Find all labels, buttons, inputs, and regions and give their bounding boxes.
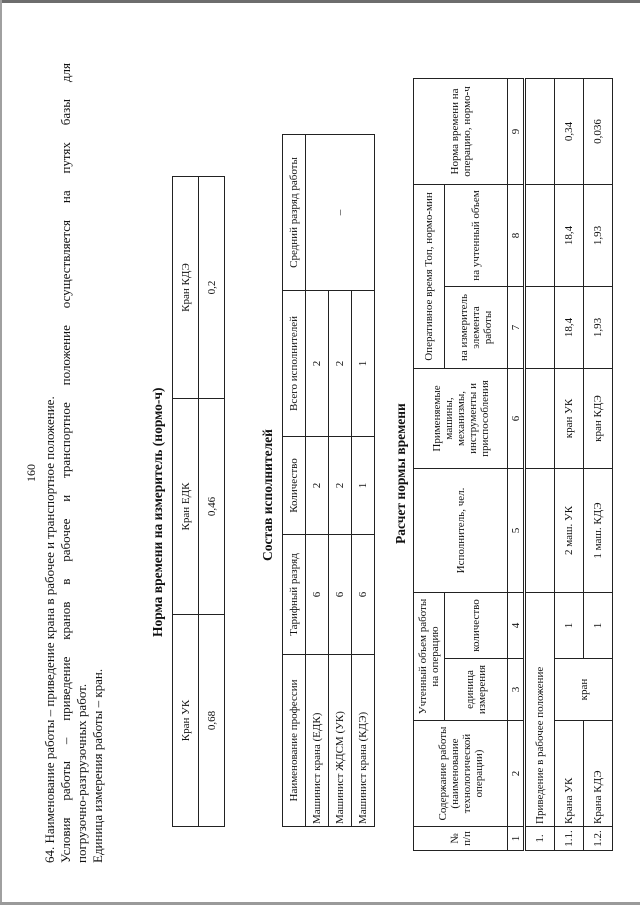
work-conditions-line: Условия работы – приведение кранов в рабочее и транспортное положение осуществляется на путях базы для — [58, 63, 73, 863]
scan-edge-left — [0, 0, 2, 905]
calc-row-norm: 0,34 — [555, 78, 584, 184]
calc-row-content: Крана УК — [555, 721, 584, 827]
staff-header-avg-grade: Средний разряд работы — [283, 135, 306, 291]
staff-profession: Машинист ЖДСМ (УК) — [329, 655, 352, 827]
calc-row-machine: кран КДЭ — [584, 368, 613, 468]
calc-row-per-unit: 1,93 — [584, 286, 613, 368]
calc-section-row — [525, 78, 555, 850]
calc-column-number: 8 — [508, 184, 525, 286]
staff-count: 2 — [329, 437, 352, 535]
calc-row-per-unit: 18,4 — [555, 286, 584, 368]
staff-table — [282, 134, 375, 827]
calc-row-unit: кран — [555, 659, 613, 721]
staff-total: 2 — [329, 291, 352, 437]
norm-value-edk: 0,46 — [199, 399, 225, 615]
calc-header-machines: Применяемые машины, механизмы, инструменты и приспособления — [414, 368, 508, 468]
staff-total: 2 — [306, 291, 329, 437]
scan-edge-top — [0, 0, 640, 3]
staff-profession: Машинист крана (ЕДК) — [306, 655, 329, 827]
rotated-document-page — [20, 27, 620, 877]
calc-row-norm: 0,036 — [584, 78, 613, 184]
work-unit-line: Единица измерения работы – кран. — [90, 668, 105, 863]
norm-value-kde: 0,2 — [199, 177, 225, 399]
norm-header-edk: Кран ЕДК — [173, 399, 199, 615]
norm-header-uk: Кран УК — [173, 615, 199, 827]
calc-row-per-volume: 1,93 — [584, 184, 613, 286]
staff-total: 1 — [352, 291, 375, 437]
calc-row-executor: 2 маш. УК — [555, 468, 584, 592]
staff-row — [306, 135, 329, 827]
calc-header-per-volume: на учтенный объем — [445, 184, 508, 286]
calc-header-content: Содержание работы (наименование технологической операции) — [414, 721, 508, 827]
calc-column-number: 7 — [508, 286, 525, 368]
norm-table-title: Норма времени на измеритель (нормо-ч) — [150, 387, 165, 637]
calc-column-number: 9 — [508, 78, 525, 184]
norm-header-kde: Кран КДЭ — [173, 177, 199, 399]
calc-header-qty: количество — [445, 592, 508, 658]
calc-column-number: 5 — [508, 468, 525, 592]
calc-column-number: 4 — [508, 592, 525, 658]
staff-grade: 6 — [352, 535, 375, 655]
calc-table-title: Расчет нормы времени — [393, 403, 408, 544]
calc-row-machine: кран УК — [555, 368, 584, 468]
calc-row-num: 1.1. — [555, 827, 584, 851]
staff-avg-grade: – — [306, 135, 375, 291]
calc-column-number: 2 — [508, 721, 525, 827]
calc-header-unit: единица измерения — [445, 659, 508, 721]
calc-row-executor: 1 маш. КДЭ — [584, 468, 613, 592]
staff-grade: 6 — [306, 535, 329, 655]
calc-header-volume: Учтенный объем работы на операцию — [414, 592, 445, 720]
calc-section-num: 1. — [525, 827, 555, 851]
work-conditions-continued: погрузочно-разгрузочных работ. — [74, 683, 89, 863]
staff-count: 1 — [352, 437, 375, 535]
norm-table-value-row — [199, 177, 225, 827]
staff-table-title: Состав исполнителей — [260, 429, 275, 561]
calc-row-per-volume: 18,4 — [555, 184, 584, 286]
calc-row-qty: 1 — [584, 592, 613, 658]
calc-column-number: 6 — [508, 368, 525, 468]
calc-column-number: 1 — [508, 827, 525, 851]
staff-count: 2 — [306, 437, 329, 535]
calc-header-num: № п/п — [414, 827, 508, 851]
staff-header-total: Всего исполнителей — [283, 291, 306, 437]
calc-row — [555, 78, 584, 850]
staff-header-count: Количество — [283, 437, 306, 535]
calc-header-row — [414, 78, 445, 850]
calc-header-per-unit: на измеритель элемента работы — [445, 286, 508, 368]
staff-grade: 6 — [329, 535, 352, 655]
norm-table-header-row — [173, 177, 199, 827]
staff-header-row — [283, 135, 306, 827]
staff-profession: Машинист крана (КДЭ) — [352, 655, 375, 827]
staff-header-profession: Наименование профессии — [283, 655, 306, 827]
calc-row — [584, 78, 613, 850]
norm-table — [172, 176, 225, 827]
work-description — [42, 63, 106, 863]
calc-row-qty: 1 — [555, 592, 584, 658]
calc-column-numbers-row — [508, 78, 525, 850]
calc-table — [413, 78, 613, 851]
calc-column-number: 3 — [508, 659, 525, 721]
calc-header-norm: Норма времени на операцию, нормо-ч — [414, 78, 508, 184]
page-number: 160 — [24, 464, 38, 482]
calc-section-label: Приведение в рабочее положение — [525, 592, 555, 826]
calc-header-executor: Исполнитель, чел. — [414, 468, 508, 592]
norm-value-uk: 0,68 — [199, 615, 225, 827]
calc-row-num: 1.2. — [584, 827, 613, 851]
calc-header-optime: Оперативное время Топ, нормо-мин — [414, 184, 445, 368]
staff-header-grade: Тарифный разряд — [283, 535, 306, 655]
work-title-line: 64. Наименование работы – приведение крана в рабочее и транспортное положение. — [42, 396, 57, 863]
calc-row-content: Крана КДЭ — [584, 721, 613, 827]
